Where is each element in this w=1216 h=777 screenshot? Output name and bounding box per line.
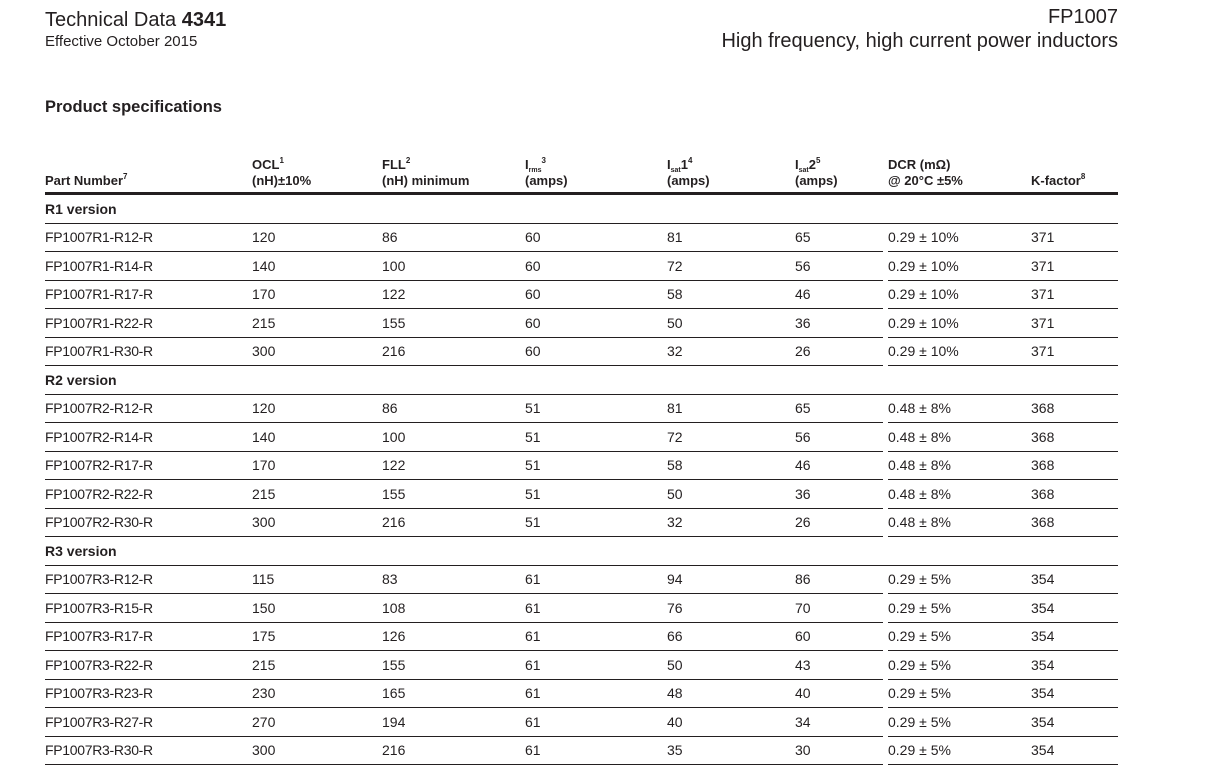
cell-isat2: 56 xyxy=(795,423,883,452)
group-title: R3 version xyxy=(45,537,1118,566)
cell-dcr: 0.29 ± 5% xyxy=(888,651,1031,680)
cell-isat1: 40 xyxy=(667,708,795,737)
cell-fll: 165 xyxy=(382,679,525,708)
table-row xyxy=(45,508,1118,537)
doc-number: 4341 xyxy=(181,9,227,31)
cell-isat1: 48 xyxy=(667,679,795,708)
cell-kfactor: 371 xyxy=(1031,309,1118,338)
cell-part-number: FP1007R3-R15-R xyxy=(45,594,252,623)
cell-dcr: 0.29 ± 5% xyxy=(888,565,1031,594)
cell-dcr: 0.29 ± 10% xyxy=(888,309,1031,338)
cell-part-number: FP1007R3-R23-R xyxy=(45,679,252,708)
table-row xyxy=(45,337,1118,366)
cell-dcr: 0.29 ± 5% xyxy=(888,708,1031,737)
product-subtitle: High frequency, high current power inductors xyxy=(721,30,1118,52)
cell-fll: 216 xyxy=(382,508,525,537)
table-row xyxy=(45,280,1118,309)
cell-isat1: 32 xyxy=(667,508,795,537)
cell-isat1: 50 xyxy=(667,309,795,338)
cell-kfactor: 371 xyxy=(1031,337,1118,366)
spec-table-body xyxy=(45,194,1118,765)
cell-kfactor: 371 xyxy=(1031,252,1118,281)
cell-kfactor: 368 xyxy=(1031,423,1118,452)
cell-irms: 61 xyxy=(525,708,667,737)
col-header-irms: $I_{rms}^3$ (amps) xyxy=(525,157,667,194)
cell-irms: 60 xyxy=(525,252,667,281)
cell-isat2: 65 xyxy=(795,223,883,252)
cell-kfactor: 354 xyxy=(1031,651,1118,680)
cell-kfactor: 368 xyxy=(1031,508,1118,537)
col-header-fll: FLL$^2$ (nH) minimum xyxy=(382,157,525,194)
cell-ocl: 120 xyxy=(252,223,382,252)
cell-isat2: 36 xyxy=(795,480,883,509)
cell-kfactor: 371 xyxy=(1031,280,1118,309)
cell-fll: 216 xyxy=(382,337,525,366)
cell-part-number: FP1007R3-R12-R xyxy=(45,565,252,594)
cell-irms: 51 xyxy=(525,508,667,537)
document-header-left xyxy=(45,8,226,51)
cell-part-number: FP1007R1-R14-R xyxy=(45,252,252,281)
cell-isat2: 60 xyxy=(795,622,883,651)
col-header-isat1: $I_{sat}1^4$ (amps) xyxy=(667,157,795,194)
cell-isat2: 26 xyxy=(795,337,883,366)
cell-dcr: 0.48 ± 8% xyxy=(888,480,1031,509)
table-row xyxy=(45,594,1118,623)
cell-kfactor: 354 xyxy=(1031,622,1118,651)
cell-isat2: 26 xyxy=(795,508,883,537)
group-title: R2 version xyxy=(45,366,1118,395)
cell-irms: 61 xyxy=(525,594,667,623)
cell-irms: 61 xyxy=(525,622,667,651)
cell-kfactor: 368 xyxy=(1031,394,1118,423)
col-header-ocl: OCL$^1$ (nH)±10% xyxy=(252,157,382,194)
cell-irms: 60 xyxy=(525,223,667,252)
cell-isat1: 76 xyxy=(667,594,795,623)
cell-dcr: 0.29 ± 5% xyxy=(888,594,1031,623)
cell-isat1: 66 xyxy=(667,622,795,651)
cell-irms: 51 xyxy=(525,423,667,452)
cell-isat1: 58 xyxy=(667,451,795,480)
cell-fll: 122 xyxy=(382,280,525,309)
cell-fll: 100 xyxy=(382,423,525,452)
cell-kfactor: 371 xyxy=(1031,223,1118,252)
cell-irms: 60 xyxy=(525,280,667,309)
cell-ocl: 300 xyxy=(252,337,382,366)
table-row xyxy=(45,223,1118,252)
cell-kfactor: 354 xyxy=(1031,736,1118,765)
cell-isat1: 50 xyxy=(667,480,795,509)
col-header-dcr: DCR (mΩ) @ 20°C ±5% xyxy=(888,157,1031,194)
group-title: R1 version xyxy=(45,194,1118,224)
group-header-row xyxy=(45,194,1118,224)
cell-isat2: 65 xyxy=(795,394,883,423)
cell-isat2: 46 xyxy=(795,451,883,480)
cell-isat1: 72 xyxy=(667,423,795,452)
cell-ocl: 215 xyxy=(252,480,382,509)
cell-part-number: FP1007R2-R12-R xyxy=(45,394,252,423)
cell-fll: 108 xyxy=(382,594,525,623)
cell-kfactor: 354 xyxy=(1031,594,1118,623)
cell-ocl: 115 xyxy=(252,565,382,594)
cell-isat1: 81 xyxy=(667,223,795,252)
cell-isat2: 46 xyxy=(795,280,883,309)
cell-isat1: 72 xyxy=(667,252,795,281)
cell-part-number: FP1007R3-R17-R xyxy=(45,622,252,651)
cell-dcr: 0.29 ± 10% xyxy=(888,252,1031,281)
group-header-row xyxy=(45,366,1118,395)
cell-fll: 86 xyxy=(382,223,525,252)
cell-isat1: 35 xyxy=(667,736,795,765)
cell-isat2: 34 xyxy=(795,708,883,737)
cell-irms: 61 xyxy=(525,736,667,765)
cell-isat1: 58 xyxy=(667,280,795,309)
cell-isat2: 86 xyxy=(795,565,883,594)
col-header-kfactor: K-factor$^8$ xyxy=(1031,157,1118,194)
cell-isat1: 32 xyxy=(667,337,795,366)
cell-part-number: FP1007R3-R27-R xyxy=(45,708,252,737)
cell-dcr: 0.48 ± 8% xyxy=(888,423,1031,452)
col-header-isat2: $I_{sat}2^5$ (amps) xyxy=(795,157,883,194)
cell-isat1: 50 xyxy=(667,651,795,680)
cell-part-number: FP1007R3-R22-R xyxy=(45,651,252,680)
cell-ocl: 270 xyxy=(252,708,382,737)
cell-irms: 61 xyxy=(525,679,667,708)
cell-irms: 51 xyxy=(525,480,667,509)
cell-ocl: 170 xyxy=(252,280,382,309)
cell-part-number: FP1007R2-R30-R xyxy=(45,508,252,537)
technical-data-label xyxy=(45,8,226,32)
cell-dcr: 0.29 ± 10% xyxy=(888,223,1031,252)
cell-fll: 216 xyxy=(382,736,525,765)
cell-kfactor: 354 xyxy=(1031,565,1118,594)
table-row xyxy=(45,252,1118,281)
table-row xyxy=(45,622,1118,651)
cell-isat2: 40 xyxy=(795,679,883,708)
cell-irms: 60 xyxy=(525,337,667,366)
cell-dcr: 0.48 ± 8% xyxy=(888,451,1031,480)
table-header-row xyxy=(45,157,1118,194)
document-header-right xyxy=(721,6,1118,54)
cell-fll: 83 xyxy=(382,565,525,594)
cell-fll: 155 xyxy=(382,309,525,338)
product-name: FP1007 xyxy=(1047,6,1118,28)
cell-ocl: 230 xyxy=(252,679,382,708)
cell-fll: 100 xyxy=(382,252,525,281)
cell-dcr: 0.29 ± 5% xyxy=(888,622,1031,651)
cell-fll: 122 xyxy=(382,451,525,480)
cell-part-number: FP1007R1-R17-R xyxy=(45,280,252,309)
cell-ocl: 215 xyxy=(252,309,382,338)
cell-irms: 60 xyxy=(525,309,667,338)
cell-ocl: 140 xyxy=(252,423,382,452)
table-row xyxy=(45,451,1118,480)
cell-ocl: 215 xyxy=(252,651,382,680)
table-row xyxy=(45,480,1118,509)
cell-kfactor: 354 xyxy=(1031,679,1118,708)
cell-part-number: FP1007R3-R30-R xyxy=(45,736,252,765)
cell-dcr: 0.29 ± 10% xyxy=(888,280,1031,309)
table-row xyxy=(45,736,1118,765)
table-row xyxy=(45,423,1118,452)
cell-dcr: 0.29 ± 10% xyxy=(888,337,1031,366)
cell-irms: 51 xyxy=(525,394,667,423)
cell-part-number: FP1007R1-R12-R xyxy=(45,223,252,252)
cell-ocl: 170 xyxy=(252,451,382,480)
cell-isat1: 81 xyxy=(667,394,795,423)
cell-part-number: FP1007R2-R22-R xyxy=(45,480,252,509)
table-row xyxy=(45,309,1118,338)
cell-fll: 194 xyxy=(382,708,525,737)
cell-ocl: 300 xyxy=(252,508,382,537)
cell-part-number: FP1007R2-R14-R xyxy=(45,423,252,452)
cell-kfactor: 368 xyxy=(1031,480,1118,509)
cell-isat1: 94 xyxy=(667,565,795,594)
cell-isat2: 30 xyxy=(795,736,883,765)
section-title: Product specifications xyxy=(45,98,222,116)
cell-irms: 51 xyxy=(525,451,667,480)
cell-isat2: 36 xyxy=(795,309,883,338)
cell-irms: 61 xyxy=(525,565,667,594)
cell-dcr: 0.29 ± 5% xyxy=(888,679,1031,708)
cell-isat2: 43 xyxy=(795,651,883,680)
cell-fll: 126 xyxy=(382,622,525,651)
cell-ocl: 300 xyxy=(252,736,382,765)
cell-part-number: FP1007R2-R17-R xyxy=(45,451,252,480)
cell-part-number: FP1007R1-R22-R xyxy=(45,309,252,338)
spec-table xyxy=(45,157,1118,765)
cell-fll: 155 xyxy=(382,480,525,509)
table-row xyxy=(45,651,1118,680)
cell-kfactor: 368 xyxy=(1031,451,1118,480)
cell-isat2: 70 xyxy=(795,594,883,623)
cell-dcr: 0.29 ± 5% xyxy=(888,736,1031,765)
table-row xyxy=(45,394,1118,423)
cell-kfactor: 354 xyxy=(1031,708,1118,737)
cell-fll: 86 xyxy=(382,394,525,423)
cell-irms: 61 xyxy=(525,651,667,680)
doc-type-prefix: Technical Data xyxy=(45,9,177,31)
table-row xyxy=(45,679,1118,708)
table-row xyxy=(45,565,1118,594)
effective-date: Effective October 2015 xyxy=(45,33,198,50)
table-row xyxy=(45,708,1118,737)
cell-dcr: 0.48 ± 8% xyxy=(888,508,1031,537)
cell-ocl: 150 xyxy=(252,594,382,623)
col-header-part-number: Part Number$^7$ xyxy=(45,157,252,194)
cell-isat2: 56 xyxy=(795,252,883,281)
cell-ocl: 140 xyxy=(252,252,382,281)
cell-dcr: 0.48 ± 8% xyxy=(888,394,1031,423)
cell-ocl: 120 xyxy=(252,394,382,423)
cell-part-number: FP1007R1-R30-R xyxy=(45,337,252,366)
group-header-row xyxy=(45,537,1118,566)
cell-fll: 155 xyxy=(382,651,525,680)
cell-ocl: 175 xyxy=(252,622,382,651)
